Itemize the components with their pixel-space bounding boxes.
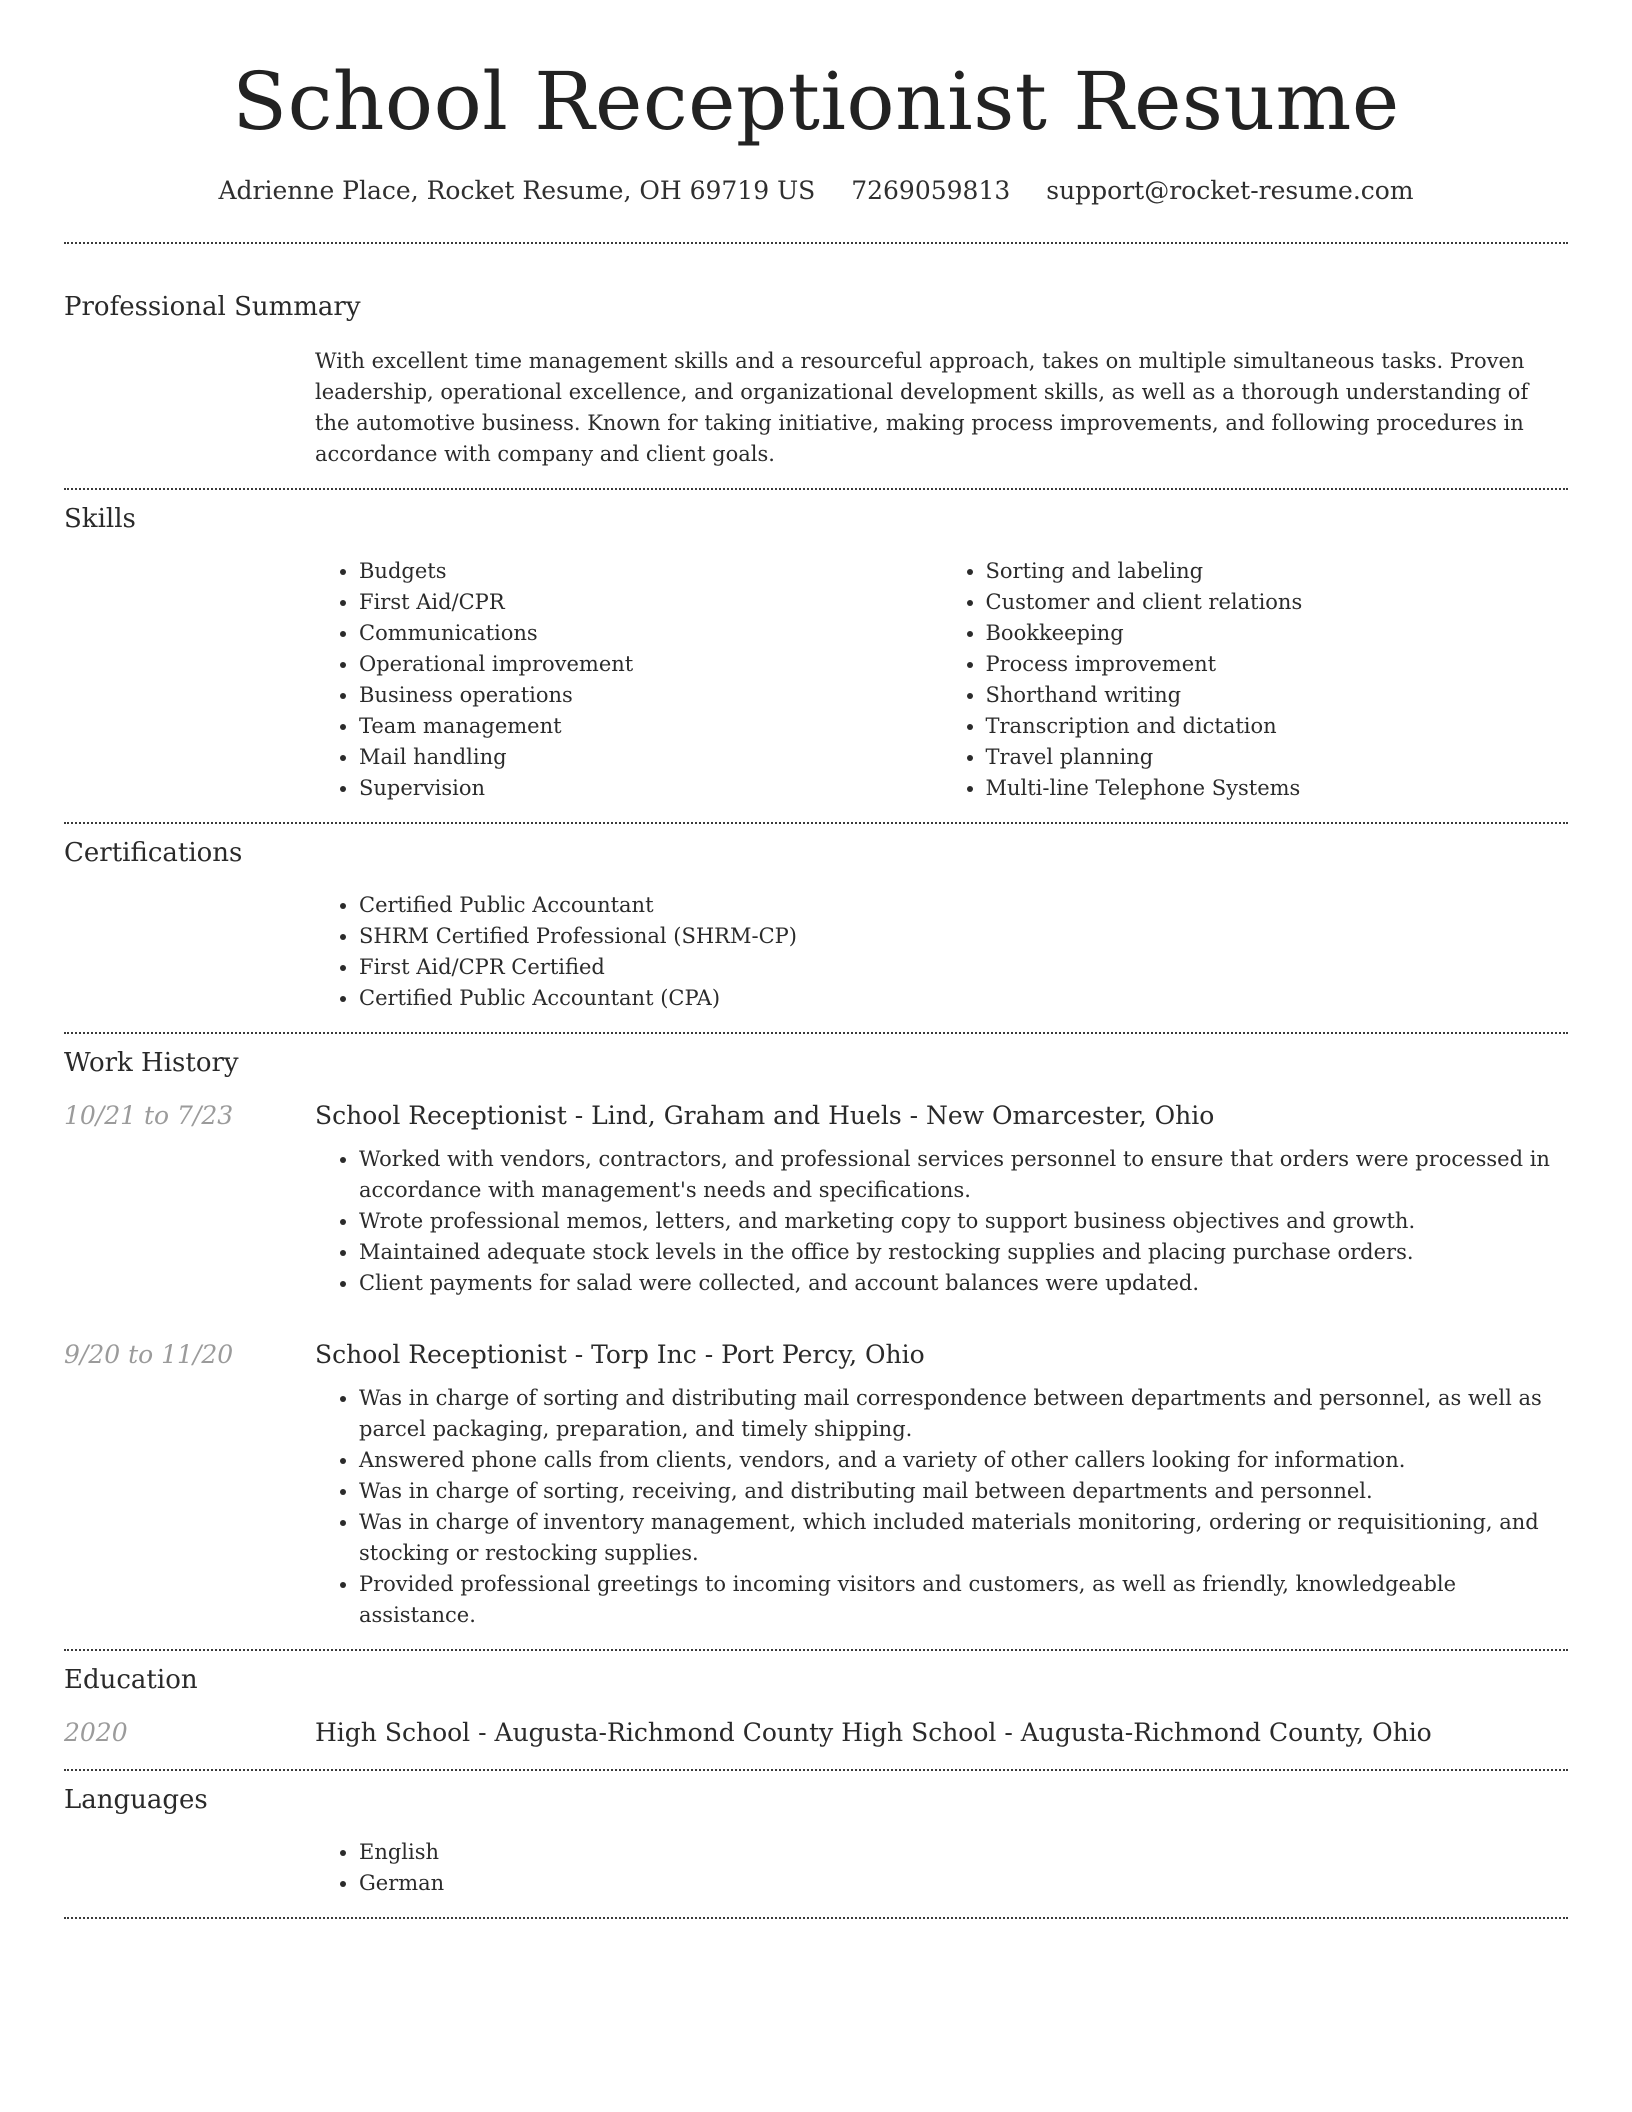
certifications-section — [64, 824, 1568, 1032]
skill-item: • Sorting and labeling — [986, 556, 1569, 587]
job-details — [315, 1337, 1568, 1631]
summary-section — [64, 244, 1568, 488]
job-bullet: • Client payments for salad were collected, and account balances were updated. — [359, 1268, 1568, 1299]
language-item: • German — [359, 1868, 1568, 1899]
job-bullets — [315, 1383, 1568, 1631]
skills-heading: Skills — [64, 504, 136, 534]
job-dates: 9/20 to 11/20 — [64, 1340, 234, 1369]
work-section — [64, 1034, 1568, 1649]
languages-heading: Languages — [64, 1785, 208, 1815]
resume-title: School Receptionist Resume — [232, 55, 1400, 148]
job-bullets — [315, 1144, 1568, 1299]
certifications-list — [315, 890, 1568, 1014]
education-year: 2020 — [64, 1718, 128, 1747]
summary-heading: Professional Summary — [64, 292, 361, 322]
skill-item: • Operational improvement — [359, 649, 942, 680]
skill-item: • Travel planning — [986, 742, 1569, 773]
languages-body — [315, 1837, 1568, 1899]
certifications-body — [315, 890, 1568, 1014]
skill-item: • Mail handling — [359, 742, 942, 773]
skill-item: • Supervision — [359, 773, 942, 804]
skills-list-right — [942, 556, 1569, 804]
certification-item: • Certified Public Accountant — [359, 890, 1568, 921]
skill-item: • Process improvement — [986, 649, 1569, 680]
education-heading: Education — [64, 1665, 198, 1695]
job-entry — [64, 1337, 1568, 1631]
contact-address: Adrienne Place, Rocket Resume, OH 69719 US — [218, 176, 816, 205]
skill-item: • Shorthand writing — [986, 680, 1569, 711]
certification-item: • SHRM Certified Professional (SHRM-CP) — [359, 921, 1568, 952]
language-item: • English — [359, 1837, 1568, 1868]
skill-item: • Communications — [359, 618, 942, 649]
contact-phone: 7269059813 — [851, 176, 1011, 205]
skill-item: • Business operations — [359, 680, 942, 711]
certification-item: • Certified Public Accountant (CPA) — [359, 983, 1568, 1014]
job-entry — [64, 1098, 1568, 1299]
skill-item: • Budgets — [359, 556, 942, 587]
skill-item: • Multi-line Telephone Systems — [986, 773, 1569, 804]
education-entry — [64, 1715, 1568, 1751]
work-heading: Work History — [64, 1048, 239, 1078]
job-bullet: • Was in charge of inventory management, which included materials monitoring, ordering or requisitioning, and stocking or restocking supplies. — [359, 1507, 1568, 1569]
languages-section — [64, 1771, 1568, 1917]
skill-item: • Transcription and dictation — [986, 711, 1569, 742]
job-bullet: • Answered phone calls from clients, vendors, and a variety of other callers looking for information. — [359, 1445, 1568, 1476]
summary-text: With excellent time management skills and a resourceful approach, takes on multiple simultaneous tasks. Proven leadership, operational excellence, and organizational development skills, as well as a thorough understanding of the automotive business. Known for taking initiative, making process improvements, and following procedures in accordance with company and client goals. — [315, 349, 1529, 466]
certification-item: • First Aid/CPR Certified — [359, 952, 1568, 983]
languages-list — [315, 1837, 1568, 1899]
job-bullet: • Worked with vendors, contractors, and professional services personnel to ensure that orders were processed in accordance with management's needs and specifications. — [359, 1144, 1568, 1206]
skill-item: • First Aid/CPR — [359, 587, 942, 618]
contact-line — [64, 174, 1568, 208]
job-bullet: • Wrote professional memos, letters, and marketing copy to support business objectives and growth. — [359, 1206, 1568, 1237]
skill-item: • Bookkeeping — [986, 618, 1569, 649]
education-details — [315, 1715, 1568, 1751]
skill-item: • Team management — [359, 711, 942, 742]
job-details — [315, 1098, 1568, 1299]
job-bullet: • Was in charge of sorting, receiving, and distributing mail between departments and personnel. — [359, 1476, 1568, 1507]
job-bullet: • Was in charge of sorting and distributing mail correspondence between departments and personnel, as well as parcel packaging, preparation, and timely shipping. — [359, 1383, 1568, 1445]
job-bullet: • Maintained adequate stock levels in the office by restocking supplies and placing purchase orders. — [359, 1237, 1568, 1268]
certifications-heading: Certifications — [64, 838, 243, 868]
contact-email: support@rocket-resume.com — [1046, 176, 1414, 205]
job-title: School Receptionist - Torp Inc - Port Percy, Ohio — [315, 1340, 925, 1369]
skills-list-left — [315, 556, 942, 804]
skills-columns — [315, 556, 1568, 804]
education-title: High School - Augusta-Richmond County High School - Augusta-Richmond County, Ohio — [315, 1718, 1432, 1747]
job-bullet: • Provided professional greetings to incoming visitors and customers, as well as friendly, knowledgeable assistance. — [359, 1569, 1568, 1631]
job-dates: 10/21 to 7/23 — [64, 1101, 234, 1130]
education-section — [64, 1651, 1568, 1769]
skills-section — [64, 490, 1568, 822]
section-divider — [64, 1917, 1568, 1919]
skill-item: • Customer and client relations — [986, 587, 1569, 618]
job-title: School Receptionist - Lind, Graham and Huels - New Omarcester, Ohio — [315, 1101, 1215, 1130]
